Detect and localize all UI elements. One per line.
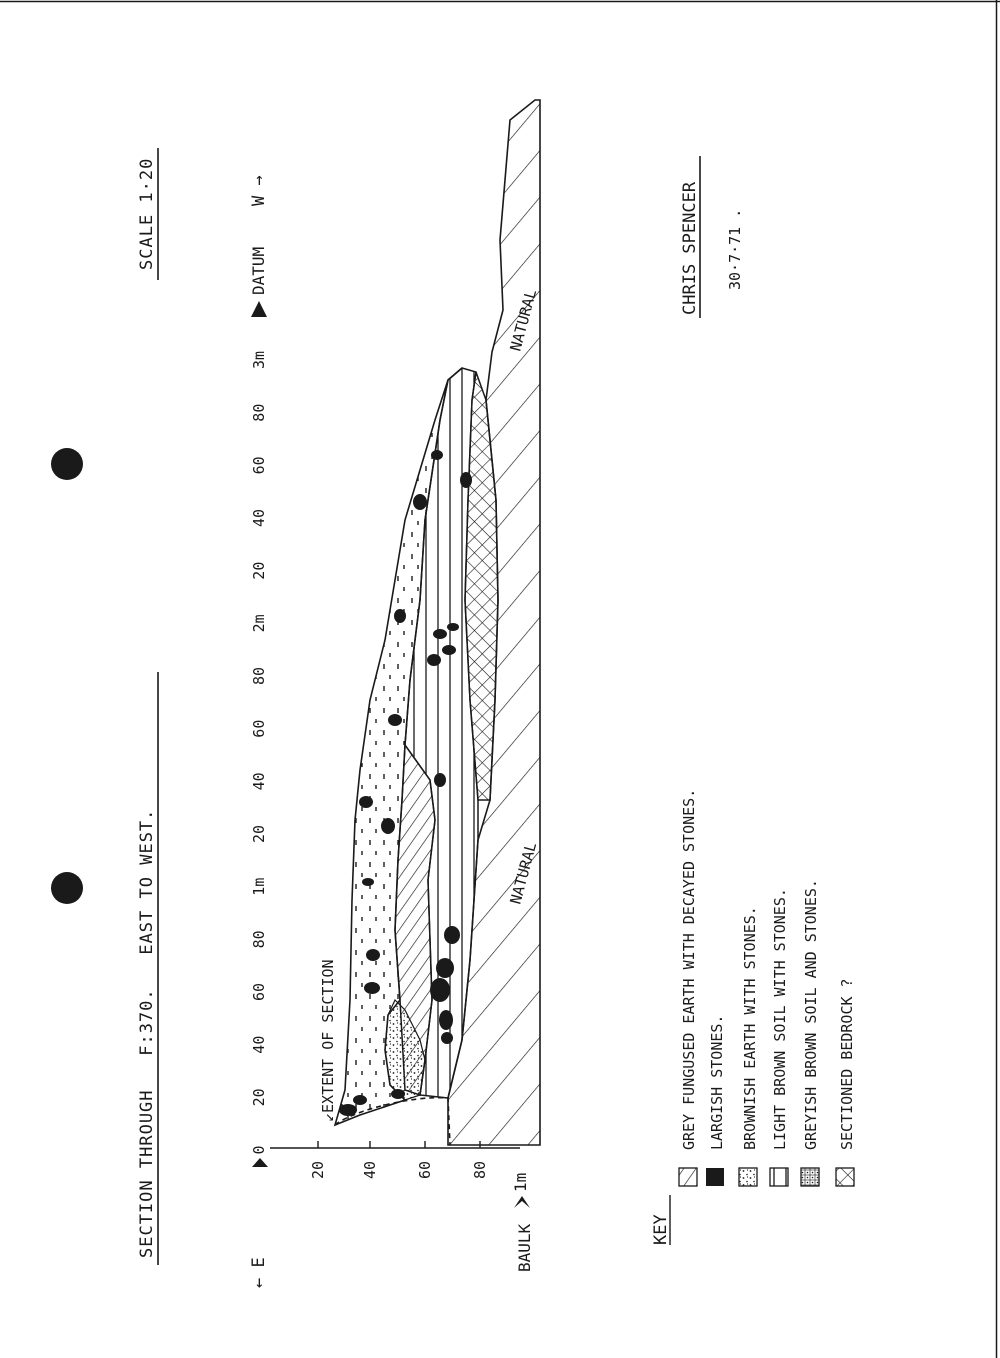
h-scale-tick-label: 80: [250, 930, 268, 949]
natural-label-upper: NATURAL: [506, 287, 541, 354]
west-direction: [249, 175, 269, 206]
key-item-label: LIGHT BROWN SOIL WITH STONES.: [771, 888, 789, 1150]
largish-stone: [436, 958, 454, 978]
largish-stone: [359, 796, 373, 808]
h-scale-tick-label: 80: [250, 403, 268, 422]
largish-stone: [427, 654, 441, 666]
punch-hole-top: [51, 448, 83, 480]
drawing-title: SECTION THROUGH F:370. EAST TO WEST.: [137, 808, 157, 1258]
largish-stone: [441, 1032, 453, 1044]
key-item-label: SECTIONED BEDROCK ?: [838, 978, 856, 1150]
v-scale-end-label: 1m: [511, 1172, 530, 1192]
largish-stone: [339, 1104, 357, 1116]
h-scale-tick-label: 3m: [250, 350, 268, 370]
v-scale-tick-label: 20: [309, 1160, 327, 1180]
h-scale-tick-label: 1m: [250, 877, 268, 896]
west-label: W →: [249, 175, 269, 206]
key-swatch-stipple: [739, 1168, 757, 1186]
key-swatch-dotgrid: [801, 1168, 819, 1186]
largish-stone: [381, 818, 395, 834]
largish-stone: [433, 629, 447, 639]
h-scale-tick-label: 60: [250, 456, 268, 475]
largish-stone: [460, 472, 472, 488]
east-label: ← E: [249, 1257, 269, 1288]
natural-label-lower: NATURAL: [506, 840, 541, 907]
key-item-label: GREYISH BROWN SOIL AND STONES.: [802, 879, 820, 1150]
largish-stone: [430, 978, 450, 1002]
key-item-label: LARGISH STONES.: [708, 1014, 726, 1150]
largish-stone: [366, 949, 380, 961]
key-swatch-horizontal: [770, 1168, 788, 1186]
largish-stone: [442, 645, 456, 655]
drawing-date: 30·7·71 .: [726, 208, 744, 290]
horizontal-scale: [250, 351, 268, 1155]
v-scale-tick-label: 60: [416, 1160, 434, 1180]
datum-marker: [249, 247, 268, 317]
punch-hole-bottom: [51, 872, 83, 904]
key-item-label: GREY FUNGUSED EARTH WITH DECAYED STONES.: [680, 788, 698, 1150]
largish-stone: [388, 714, 402, 726]
baulk-arrow-icon: [514, 1196, 530, 1208]
largish-stone: [447, 623, 459, 631]
origin-arrow-icon: [252, 1158, 268, 1167]
key-swatch-diagonal: [679, 1168, 697, 1186]
largish-stone: [391, 1089, 405, 1099]
h-scale-tick-label: 20: [250, 824, 268, 844]
h-scale-tick-label: 40: [250, 508, 268, 528]
vertical-scale: [252, 1141, 534, 1272]
title-block: [137, 809, 157, 1258]
key-swatch-solid: [706, 1168, 724, 1186]
largish-stone: [364, 982, 380, 994]
largish-stone: [439, 1010, 453, 1030]
largish-stone: [394, 609, 406, 623]
largish-stone: [434, 773, 446, 787]
largish-stone: [353, 1095, 367, 1105]
section-profile: [335, 100, 540, 1145]
extent-annotation: [319, 959, 337, 1122]
v-scale-tick-label: 80: [471, 1160, 489, 1180]
h-scale-tick-label: 20: [250, 561, 268, 580]
author-block: [680, 181, 700, 315]
east-direction: [249, 1257, 269, 1288]
extent-label: ↙EXTENT OF SECTION: [319, 959, 337, 1122]
scale-label: SCALE 1·20: [137, 157, 157, 270]
baulk-label: BAULK: [515, 1223, 534, 1272]
h-scale-tick-label: 2m: [250, 614, 268, 633]
h-scale-tick-label: 20: [250, 1088, 268, 1107]
key-legend: [651, 789, 856, 1245]
h-scale-tick-label: 60: [250, 719, 268, 738]
h-scale-tick-label: 40: [250, 772, 268, 791]
h-scale-tick-label: 40: [250, 1035, 268, 1054]
key-item-label: BROWNISH EARTH WITH STONES.: [741, 906, 759, 1150]
largish-stone: [444, 926, 460, 944]
key-heading: KEY: [651, 1214, 671, 1245]
largish-stone: [431, 450, 443, 460]
largish-stone: [362, 878, 374, 886]
author-name: CHRIS SPENCER: [680, 181, 700, 315]
datum-label: DATUM: [249, 246, 268, 295]
v-scale-tick-label: 40: [361, 1160, 379, 1180]
key-swatch-crosshatch: [836, 1168, 854, 1186]
h-scale-tick-label: 60: [250, 982, 268, 1002]
datum-arrow-icon: [251, 301, 267, 317]
h-scale-tick-label: 0: [250, 1145, 268, 1155]
largish-stone: [413, 494, 427, 510]
scale-block: [137, 158, 157, 270]
date-block: [726, 209, 744, 290]
h-scale-tick-label: 80: [250, 666, 268, 686]
